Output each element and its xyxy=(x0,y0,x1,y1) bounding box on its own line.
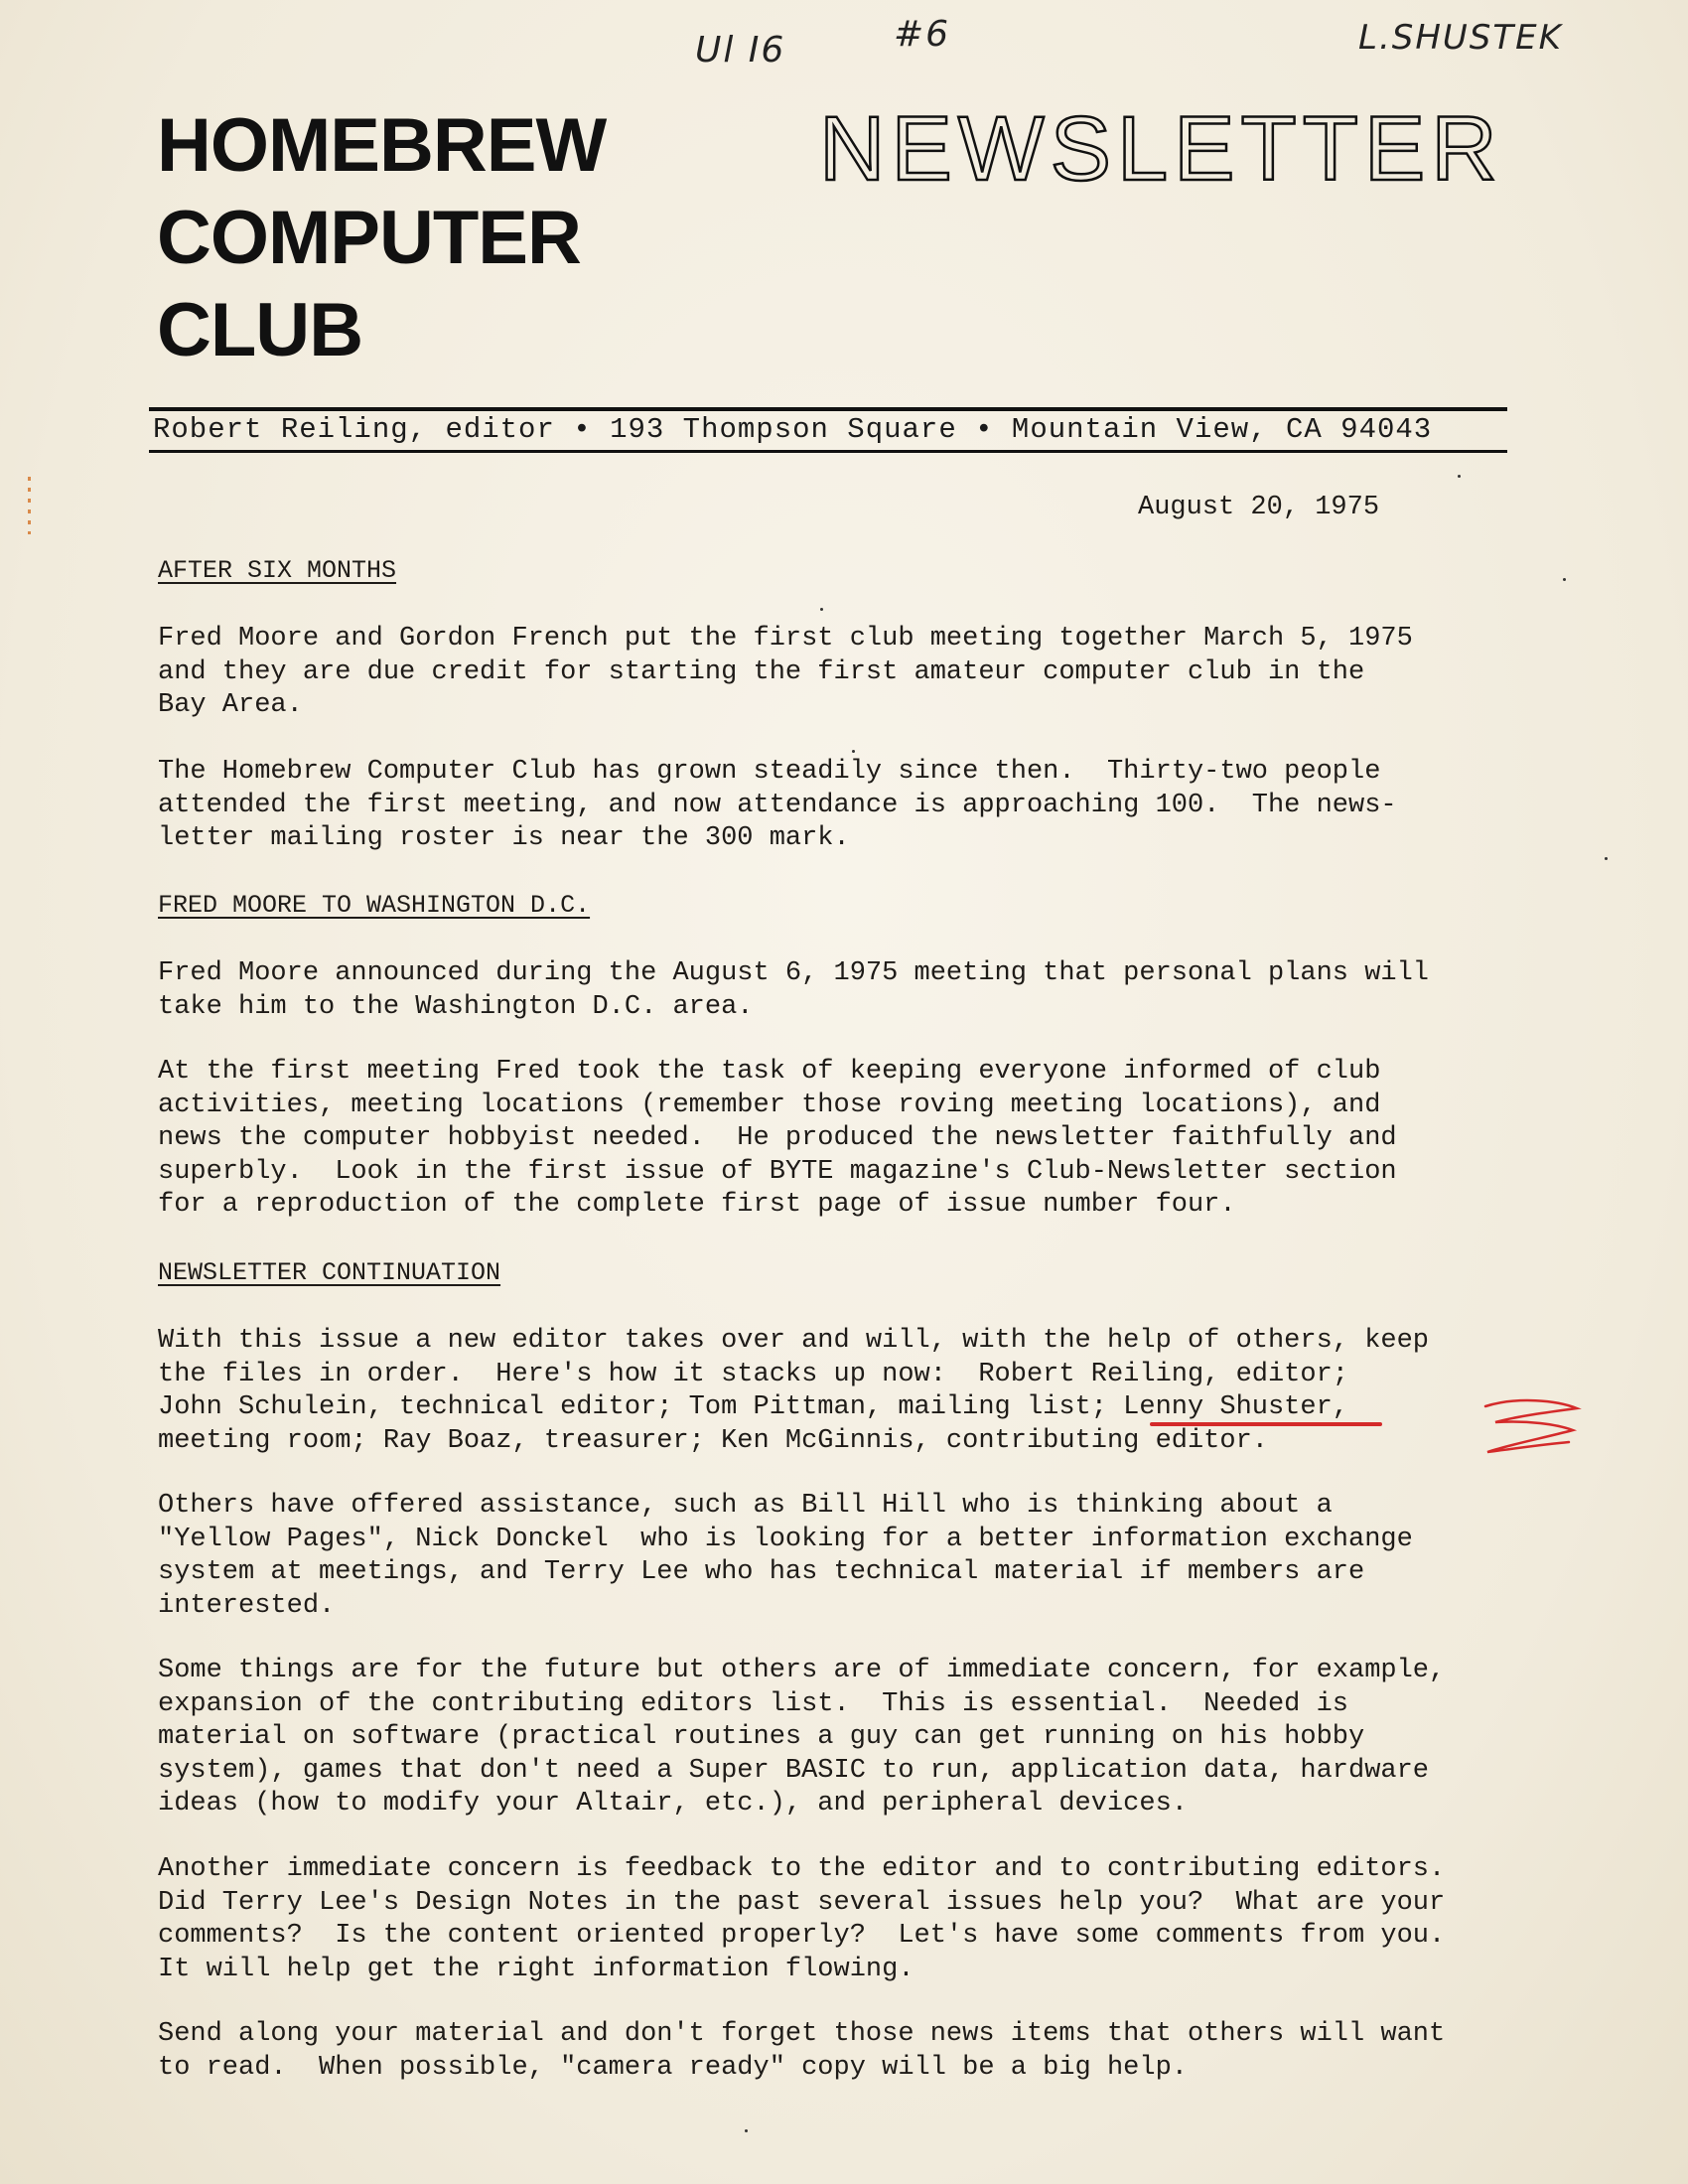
paragraph: Some things are for the future but others are of immediate concern, for example, expansion of the contributing editors list. This is essential. Needed is material on software (practical routines a guy can get running on his hobby system), games that don't need a Super BASIC to run, application data, hardware ideas (how to modify your Altair, etc.), and peripheral devices. xyxy=(158,1656,1446,1819)
paragraph: Another immediate concern is feedback to the editor and to contributing editors. Did Terry Lee's Design Notes in the past several issues help you? What are your comments? Is the content oriented properly? Let's have some comments from you. It will help get the right information flowing. xyxy=(158,1854,1446,1984)
section-heading-after-six-months: AFTER SIX MONTHS xyxy=(158,556,397,585)
paragraph: Others have offered assistance, such as Bill Hill who is thinking about a "Yellow Pages", Nick Donckel who is looking for a better information exchange system at meetings, and Terry Lee who has technical material if members are interested. xyxy=(158,1491,1413,1621)
masthead-line-3: CLUB xyxy=(157,288,363,372)
paper-speck xyxy=(745,2129,748,2132)
paper-speck xyxy=(1563,578,1566,581)
paragraph: The Homebrew Computer Club has grown steadily since then. Thirty-two people attended the first meeting, and now attendance is approaching 100. The news- letter mailing roster is near the 300 mark. xyxy=(158,757,1397,853)
top-rule xyxy=(149,407,1507,411)
handwritten-code: Ul I6 xyxy=(695,30,786,71)
paragraph: With this issue a new editor takes over and will, with the help of others, keep the files in order. Here's how it stacks up now: Robert Reiling, editor; John Schulein, technical editor; Tom Pittman, mailing list; Lenny Shuster, meeting room; Ray Boaz, treasurer; Ken McGinnis, contributing editor. xyxy=(158,1326,1430,1456)
masthead-line-1: HOMEBREW xyxy=(157,103,607,188)
paragraph: Send along your material and don't forget those news items that others will want to read. When possible, "camera ready" copy will be a big help. xyxy=(158,2019,1446,2083)
paper-speck xyxy=(820,608,823,611)
paper-speck xyxy=(1605,857,1608,860)
paper-speck xyxy=(1458,475,1461,478)
bottom-rule xyxy=(149,450,1507,453)
paragraph: At the first meeting Fred took the task of keeping everyone informed of club activities, meeting locations (remember those roving meeting locations), and news the computer hobbyist needed. He produced the newsletter faithfully and superbly. Look in the first issue of BYTE magazine's Club-Newsletter section for a reproduction of the complete first page of issue number four. xyxy=(158,1057,1397,1220)
issue-date: August 20, 1975 xyxy=(1138,493,1380,522)
paragraph: Fred Moore and Gordon French put the first club meeting together March 5, 1975 and they are due credit for starting the first amateur computer club in the Bay Area. xyxy=(158,624,1413,720)
handwritten-issue-number: #6 xyxy=(894,14,951,55)
red-pen-underline xyxy=(1150,1422,1382,1426)
edge-stain xyxy=(28,477,31,534)
paper-speck xyxy=(852,750,855,753)
newsletter-title: NEWSLETTER xyxy=(819,98,1503,200)
section-heading-fred-moore: FRED MOORE TO WASHINGTON D.C. xyxy=(158,891,591,920)
masthead-line-2: COMPUTER xyxy=(157,196,581,280)
editor-address: Robert Reiling, editor • 193 Thompson Square • Mountain View, CA 94043 xyxy=(153,413,1433,446)
red-pen-marks-icon xyxy=(1477,1394,1587,1464)
handwritten-name: L.SHUSTEK xyxy=(1358,18,1563,58)
club-name xyxy=(157,99,606,376)
section-heading-newsletter-continuation: NEWSLETTER CONTINUATION xyxy=(158,1258,501,1287)
paragraph: Fred Moore announced during the August 6, 1975 meeting that personal plans will take him to the Washington D.C. area. xyxy=(158,958,1430,1022)
